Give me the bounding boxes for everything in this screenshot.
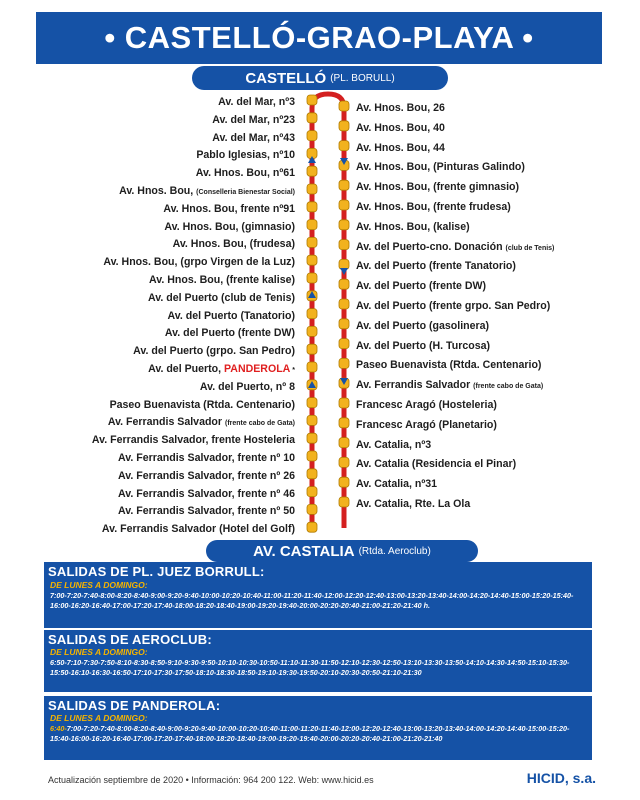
stop-label: Av. del Puerto (frente DW): [356, 280, 487, 293]
stop-marker: [307, 344, 317, 354]
stop-marker: [307, 273, 317, 283]
stop-marker: [339, 438, 349, 448]
stop-label: Francesc Aragó (Hosteleria): [356, 399, 497, 411]
stop-label: Paseo Buenavista (Rtda. Centenario): [356, 359, 542, 372]
schedule-days: DE LUNES A DOMINGO:: [50, 713, 148, 723]
terminus-stop-name: AV. CASTALIA: [253, 542, 355, 560]
schedule-title: SALIDAS DE PL. JUEZ BORRULL:: [48, 564, 265, 579]
stop-label: Av. del Puerto (H. Turcosa): [356, 339, 491, 352]
stop-label: Av. del Puerto (Tanatorio): [167, 309, 295, 322]
stop-label: Av. Catalia (Residencia el Pinar): [356, 458, 517, 471]
stop-label: Av. del Mar, nº3: [218, 96, 295, 108]
schedule-days: DE LUNES A DOMINGO:: [50, 647, 148, 657]
stop-label: Av. Catalia, nº31: [356, 478, 437, 491]
stop-marker: [339, 141, 349, 151]
company-name: HICID, s.a.: [526, 770, 596, 786]
stop-marker: [307, 522, 317, 532]
stop-marker: [307, 504, 317, 514]
schedule-days: DE LUNES A DOMINGO:: [50, 580, 148, 590]
stop-label: Av. del Puerto (gasolinera): [356, 319, 490, 332]
stop-marker: [307, 469, 317, 479]
stop-marker: [307, 309, 317, 319]
stop-marker: [307, 131, 317, 141]
stop-label: Av. del Puerto-cno. Donación (club de Tenis): [356, 240, 555, 253]
stop-marker: [307, 433, 317, 443]
origin-stop-name: CASTELLÓ: [245, 69, 327, 87]
down-arrow-icon: [340, 268, 348, 275]
stop-marker: [339, 259, 349, 269]
stop-marker: [339, 200, 349, 210]
stop-label: Av. Hnos. Bou, (Pinturas Galindo): [356, 161, 525, 174]
schedule-title: SALIDAS DE AEROCLUB:: [48, 632, 212, 647]
stop-marker: [307, 95, 317, 105]
stop-label: Av. Hnos. Bou, (grpo Virgen de la Luz): [103, 256, 295, 269]
stop-marker: [339, 299, 349, 309]
stop-label: Av. Ferrandis Salvador, frente nº 10: [118, 452, 295, 464]
schedule-box-panderola: [44, 696, 592, 760]
origin-stop-badge: [192, 66, 448, 90]
stop-marker: [339, 398, 349, 408]
schedule-box-aeroclub: [44, 630, 592, 692]
stop-marker: [339, 339, 349, 349]
stop-label: Av. del Puerto, nº 8: [199, 380, 295, 393]
stop-marker: [307, 326, 317, 336]
terminus-stop-badge: [206, 540, 478, 562]
stop-label: Av. del Mar, nº43: [212, 131, 295, 144]
stop-marker: [307, 113, 317, 123]
stop-marker: [307, 255, 317, 265]
stop-label: Av. Catalia, Rte. La Ola: [356, 498, 471, 510]
stop-marker: [339, 497, 349, 507]
stop-marker: [339, 180, 349, 190]
stop-marker: [339, 418, 349, 428]
stop-label: Av. Hnos. Bou, 44: [356, 141, 445, 154]
stop-label: Francesc Aragó (Planetario): [356, 418, 497, 431]
schedule-title: SALIDAS DE PANDEROLA:: [48, 698, 221, 713]
stop-marker: [339, 121, 349, 131]
stop-marker: [339, 457, 349, 467]
stop-label: Paseo Buenavista (Rtda. Centenario): [109, 398, 295, 411]
stop-marker: [307, 184, 317, 194]
title-banner: [36, 12, 602, 64]
stop-marker: [339, 279, 349, 289]
stop-marker: [307, 220, 317, 230]
stop-label: Av. Ferrandis Salvador, frente nº 46: [118, 487, 295, 500]
stop-label: Av. Ferrandis Salvador (frente cabo de Gata): [356, 379, 544, 392]
schedule-times: 6:40-7:00-7:20-7:40-8:00-8:20-8:40-9:00-9:20-9:40-10:00-10:20-10:40-11:00-11:20-11:40-12:00-12:20-12:40-13:00-13:20-13:40-14:00-14:20-14:40-15:00-15:20-15:40-16:00-16:20-16:40-17:00-17:20-17:40-18:00-18:20-18:40-19:00-19:20-19:40-20:00-20:20-20:40-21:00-21:20-21:40: [50, 724, 570, 743]
stop-label: Av. Ferrandis Salvador, frente nº 26: [118, 469, 295, 482]
route-line-diagram: [300, 88, 356, 538]
schedule-times: 7:00-7:20-7:40-8:00-8:20-8:40-9:00-9:20-9:40-10:00-10:20-10:40-11:00-11:20-11:40-12:00-12:20-12:40-13:00-13:20-13:40-14:00-14:20-14:40-15:00-15:20-15:40-16:00-16:20-16:40-17:00-17:20-17:40-18:00-18:20-18:40-19:00-19:20-19:40-20:00-20:20-20:40-21:00-21:20-21:40 h.: [50, 591, 574, 610]
footer-info: Actualización septiembre de 2020 • Información: 964 200 122. Web: www.hicid.es: [48, 775, 374, 785]
stop-marker: [307, 237, 317, 247]
origin-stop-note: (PL. BORULL): [330, 72, 395, 84]
stop-marker: [307, 451, 317, 461]
stop-label: Av. Hnos. Bou, (frudesa): [172, 238, 295, 251]
stop-label: Av. Hnos. Bou, (frente gimnasio): [356, 181, 520, 194]
stop-marker: [307, 398, 317, 408]
stop-label: Av. Catalia, nº3: [356, 438, 432, 451]
terminus-stop-note: (Rtda. Aeroclub): [358, 545, 431, 557]
stop-label: Av. Ferrandis Salvador (Hotel del Golf): [101, 523, 295, 536]
stop-label: Av. del Mar, nº23: [212, 113, 295, 126]
stop-marker: [307, 166, 317, 176]
stop-marker: [307, 487, 317, 497]
stop-label: Av. Hnos. Bou, (frente frudesa): [356, 201, 511, 213]
stop-label: Av. Hnos. Bou, (frente kalise): [149, 274, 295, 286]
page-title: • CASTELLÓ-GRAO-PLAYA •: [104, 20, 534, 55]
schedule-times: 6:50-7:10-7:30-7:50-8:10-8:30-8:50-9:10-9:30-9:50-10:10-10:30-10:50-11:10-11:30-11:50-12:10-12:30-12:50-13:10-13:30-13:50-14:10-14:30-14:50-15:10-15:30-15:50-16:10-16:30-16:50-17:10-17:30-17:50-18:10-18:30-18:50-19:10-19:30-19:50-20:10-20:30-20:50-21:10-21:30: [50, 658, 570, 677]
stop-marker: [339, 358, 349, 368]
stop-marker: [339, 477, 349, 487]
stop-label: Av. del Puerto (grpo. San Pedro): [133, 345, 295, 358]
stop-label: Av. del Puerto (frente grpo. San Pedro): [356, 300, 551, 312]
stop-label: Av. Hnos. Bou, (gimnasio): [164, 220, 295, 233]
stop-label: Av. Hnos. Bou, nº61: [195, 167, 295, 180]
stop-label: Av. Ferrandis Salvador, frente Hosteleria: [91, 434, 295, 447]
schedule-box-borrull: [44, 562, 592, 628]
stop-label: Av. Hnos. Bou, 40: [356, 121, 445, 134]
stop-marker: [339, 220, 349, 230]
stop-label: Av. del Puerto (frente Tanatorio): [356, 260, 516, 273]
stop-label: Av. Hnos. Bou, (kalise): [356, 220, 470, 233]
stop-label: Av. Ferrandis Salvador (frente cabo de Gata): [107, 416, 295, 429]
stop-marker: [339, 319, 349, 329]
stop-marker: [307, 415, 317, 425]
stop-marker: [339, 101, 349, 111]
stop-label: Av. Ferrandis Salvador, frente nº 50: [118, 505, 295, 518]
stop-label: Pablo Iglesias, nº10: [196, 149, 295, 162]
stop-label: Av. Hnos. Bou, (Conselleria Bienestar Social): [119, 185, 295, 197]
stop-label: Av. Hnos. Bou, frente nº91: [163, 202, 295, 215]
stop-marker: [339, 240, 349, 250]
stop-marker: [307, 202, 317, 212]
stop-label: Av. Hnos. Bou, 26: [356, 102, 445, 114]
stop-label: Av. del Puerto (frente DW): [164, 327, 295, 340]
stop-label: Av. del Puerto (club de Tenis): [148, 291, 295, 304]
stop-marker: [307, 362, 317, 372]
stop-label: Av. del Puerto, PANDEROLA *: [148, 363, 295, 375]
